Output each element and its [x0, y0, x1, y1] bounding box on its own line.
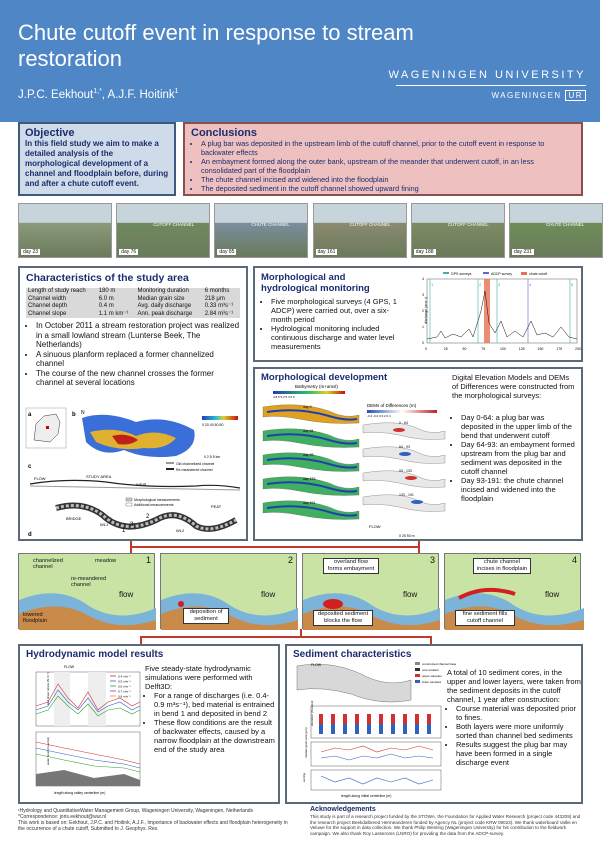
hydro-legend-label: 0.9 m³s⁻¹ — [118, 694, 131, 699]
stage-label: re-meandered channel — [71, 576, 107, 588]
map-c-old-channel — [30, 486, 240, 490]
author-2-affiliation: 1 — [174, 88, 179, 95]
x-tick-label: 175 — [556, 347, 563, 351]
stage-label: lowered floodplain — [23, 612, 47, 624]
sediment-intro: A total of 10 sediment cores, in the upper and lower layers, were taken from the sediment deposits in the cutoff channel, 1 year after construction: — [447, 668, 581, 704]
footnote: ¹Hydrology and QuantitativeWater Management Group, Wageningen University, Wageningen, Netherlands — [18, 808, 254, 814]
core-upper — [367, 714, 371, 724]
author-2: , A.J.F. Hoitink — [101, 88, 175, 101]
plot-area — [427, 279, 577, 343]
x-tick-label: 200 — [575, 347, 581, 351]
core-upper — [391, 714, 395, 724]
field-photo — [411, 203, 505, 258]
monitoring-bullet: • Hydrological monitoring included continuous discharge and water level measurements — [271, 324, 401, 351]
objective-text: In this field study we aim to make a detailed analysis of the morphological development of a channel and floodplain before, during and after a chute cutoff event. — [25, 139, 169, 188]
sediment-legend-swatch — [415, 680, 420, 683]
hydro-legend-label: 0.6 m³s⁻¹ — [118, 684, 131, 689]
dod-label: DEMs of Differences (m) — [367, 403, 417, 408]
core-lower — [427, 724, 431, 734]
legend-cutoff: chute cutoff — [529, 272, 548, 276]
characteristics-cell: Ann. peak discharge — [137, 310, 193, 317]
location-marker — [46, 426, 49, 429]
x-tick-label: 150 — [537, 347, 544, 351]
field-photo — [18, 203, 112, 258]
legend-gps-swatch — [443, 272, 449, 274]
photo-caption: day 188 — [415, 249, 434, 255]
stage-2 — [160, 553, 297, 629]
cutoff-map — [297, 664, 411, 702]
survey-label-2: 2 — [479, 282, 482, 287]
dod-colorbar — [367, 410, 437, 413]
core-upper — [331, 714, 335, 724]
conclusion-item: • An embayment formed along the outer bank, upstream of the meander that underwent cutoff, in an less consolidated part of the floodplain — [201, 157, 575, 175]
stage-flow: flow — [403, 590, 418, 599]
acknowledgements-title: Acknowledgements — [310, 806, 376, 813]
north-label: N — [81, 410, 85, 416]
level-ylabel: water level (m+amsl) — [46, 737, 50, 765]
monitoring-title: Morphological and hydrological monitoring — [261, 272, 370, 294]
legend-morph-swatch — [126, 498, 132, 501]
characteristics-cell: 6 months — [204, 288, 230, 294]
characteristics-cell: 218 μm — [204, 295, 225, 302]
stage-3 — [302, 553, 439, 629]
sediment-flow: FLOW — [311, 663, 322, 667]
discharge-chart — [411, 271, 579, 357]
logo-divider — [396, 85, 586, 86]
map-d-wl2: WL2 — [176, 528, 185, 533]
legend-old-channel: Old channelized channel — [176, 462, 215, 466]
legend-cutoff-swatch — [521, 272, 527, 275]
study-area-maps — [26, 408, 242, 540]
dod-label: 93 - 133 — [399, 469, 412, 473]
characteristics-cell: 6.0 m — [98, 295, 114, 302]
photo-annotation: CUTOFF CHANNEL — [153, 222, 195, 227]
core-lower — [379, 724, 383, 734]
core-upper — [343, 714, 347, 724]
hydro-list — [145, 691, 277, 754]
author-1-affiliation: 1,* — [93, 88, 102, 95]
legend-additional: Additional measurements — [134, 503, 174, 507]
stage-label: channelized channel — [33, 558, 63, 570]
survey-label-4: 4 — [529, 282, 532, 287]
core-upper — [427, 714, 431, 724]
bend-band — [54, 672, 70, 726]
map-d-peat: PEAT — [211, 504, 222, 509]
map-c-flow: FLOW — [34, 476, 46, 481]
characteristics-panel — [18, 266, 248, 541]
core-lower — [343, 724, 347, 734]
sediment-item: • Both layers were more uniformly sorted than channel bed sediments — [456, 722, 581, 740]
x-tick-label: 75 — [481, 347, 486, 351]
bend-band — [88, 672, 106, 726]
sed-ylabel-1: elevation (m+amsl) — [310, 700, 314, 726]
grainsize-plot — [311, 742, 441, 766]
legend-adcp-swatch — [483, 272, 489, 274]
sed-ylabel-3: sorting — [302, 772, 306, 782]
legend-adcp: ADCP survey — [491, 272, 512, 276]
bathy-ticks: 4.8 5 5.2 5.4 5.6 — [273, 395, 295, 399]
hydro-panel — [18, 644, 280, 804]
photo-annotation: CHUTE CHANNEL — [546, 222, 585, 227]
characteristics-row — [26, 296, 240, 304]
field-photo — [214, 203, 308, 258]
stage-number: 1 — [145, 555, 151, 565]
monitoring-bullets — [261, 297, 401, 351]
photo-caption: day 231 — [514, 249, 532, 255]
core-lower — [415, 724, 419, 734]
hydro-legend-label: 0.5 m³s⁻¹ — [118, 679, 131, 684]
conclusions-list — [191, 139, 575, 193]
bend-label-3: 3 — [130, 522, 134, 528]
sediment-text — [447, 668, 581, 767]
characteristics-bullet: • A sinuous planform replaced a former channelized channel — [36, 350, 240, 369]
stage-1 — [18, 553, 155, 629]
hydro-legend-label: 0.4 m³s⁻¹ — [118, 674, 131, 679]
map-d-wl1: WL1 — [100, 522, 109, 527]
y-tick-label: 4 — [422, 277, 424, 281]
stage-flow: flow — [545, 590, 560, 599]
hydro-text — [145, 664, 277, 754]
stage-flow: flow — [119, 590, 134, 599]
dod-change — [405, 476, 417, 480]
stage-flow: flow — [261, 590, 276, 599]
x-tick-label: 50 — [462, 347, 467, 351]
sediment-legend-swatch — [415, 668, 420, 671]
sediment-title: Sediment characteristics — [293, 649, 412, 660]
connector — [130, 546, 420, 548]
core-lower — [319, 724, 323, 734]
core-lower — [331, 724, 335, 734]
morph-dev-intro: Digital Elevation Models and DEMs of Differences were constructed from the morphological surveys: — [452, 373, 575, 400]
monitoring-panel — [253, 266, 583, 362]
characteristics-bullet: • The course of the new channel crosses the former channel at several locations — [36, 369, 240, 388]
legend-add-swatch — [126, 503, 132, 506]
connector — [140, 636, 430, 638]
objective-title: Objective — [25, 127, 75, 139]
characteristics-row — [26, 303, 240, 311]
bathy-label: Bathymetry (m+amsl) — [295, 384, 338, 389]
author-list — [18, 88, 179, 101]
morph-dev-title: Morphological development — [261, 372, 388, 383]
field-photo — [313, 203, 407, 258]
core-lower — [403, 724, 407, 734]
photo-caption: day 76 — [121, 249, 137, 255]
characteristics-cell: Channel width — [28, 295, 67, 302]
dem-scale: 0 25 50 m — [399, 534, 415, 538]
photo-caption: day 85 — [219, 249, 235, 255]
dem-dod-strips — [363, 421, 445, 512]
discharge-ylabel: discharge (m³s⁻¹) — [424, 296, 428, 324]
legend-new-channel: Re-meandered channel — [176, 468, 213, 472]
dod-change — [393, 428, 405, 432]
conclusions-title: Conclusions — [191, 127, 258, 139]
dem-maps — [259, 383, 449, 539]
hydro-flow: FLOW — [64, 665, 75, 669]
legend-new-swatch — [166, 468, 174, 470]
map-c-study-area: STUDY AREA — [86, 474, 112, 479]
bend-label-1: 1 — [122, 528, 126, 534]
hydro-charts — [24, 662, 142, 800]
monitoring-bullet: • Five morphological surveys (4 GPS, 1 ADCP) were carried out, over a six-month period — [271, 297, 401, 324]
core-lower — [367, 724, 371, 734]
dem-flow: FLOW — [369, 524, 381, 529]
dem-day-label: day 0 — [303, 405, 312, 409]
dod-change — [411, 500, 423, 504]
sediment-item: • Results suggest the plug bar may have been formed in a single discharge event — [456, 740, 581, 767]
stage-label: fine sediment fills cutoff channel — [455, 610, 515, 626]
footnote: *Correspondence: joris.eekhout@wur.nl — [18, 814, 107, 820]
conclusion-item: • A plug bar was deposited in the upstream limb of the cutoff channel, prior to the cutoff event in response to backwater effects — [201, 139, 575, 157]
shear-ylabel: bed shear stress (N m⁻²) — [46, 671, 50, 705]
survey-label-1: 1 — [431, 282, 434, 287]
x-tick-label: 100 — [500, 347, 506, 351]
acknowledgements-text: This study is part of a research project funded by the STOWA, the Foundation for Applied Water Research (project code 443209) and the research project Beekdalbreed Hermeanderen funded by Agency NL (project code KRW 09023). We thank waterboard Vallei en Veluwe for the support in data collection. We thank Philip Wenting (Wageningen University) for his contribution to the fieldwork campaign. We also thank Roy Lasseroms (LNRO) for providing the data from the ADCP-survey. — [310, 814, 581, 836]
characteristics-cell: 0.4 m — [98, 303, 114, 309]
stage-4 — [444, 553, 581, 629]
conclusion-item: • The chute channel incised and widened into the floodplain — [201, 175, 575, 184]
y-tick-label: 1 — [422, 325, 424, 329]
footnote: This work is based on: Eekhout, J.P.C. and Hoitink, A.J.F., Importance of backwater effects and floodplain heterogeneity in the occurrence of a chute cutoff, Submitted to J. Geophys. Res. — [18, 820, 288, 832]
photo-caption: day 161 — [317, 249, 336, 255]
sediment-legend-label: lower samples — [422, 680, 442, 684]
dod-ticks: -0.4 -0.2 0 0.2 0.4 — [367, 414, 391, 418]
bend-label-2: 2 — [146, 514, 150, 520]
core-upper — [379, 714, 383, 724]
dod-label: 64 - 93 — [399, 445, 410, 449]
survey-label-3: 3 — [498, 282, 501, 287]
dem-day-strips — [263, 405, 359, 520]
poster-title: Chute cutoff event in response to stream restoration — [18, 20, 414, 71]
characteristics-cell: Monitoring duration — [137, 288, 189, 294]
morph-dev-item: • Day 0-64: a plug bar was deposited in the upper limb of the bend that underwent cutoff — [461, 413, 577, 440]
characteristics-cell: Channel slope — [28, 310, 67, 317]
core-upper — [355, 714, 359, 724]
stage-label: deposition of sediment — [183, 608, 229, 624]
legend-old-swatch — [166, 462, 174, 464]
stage-label: overland flow forms embayment — [323, 558, 379, 574]
map-b-label: b — [72, 412, 76, 418]
characteristics-row — [26, 311, 240, 319]
core-lower — [355, 724, 359, 734]
stage-number: 4 — [571, 555, 577, 565]
stage-2-deposit — [178, 601, 184, 607]
cutoff-period — [484, 279, 490, 343]
field-photo — [116, 203, 210, 258]
conclusion-item: • The deposited sediment in the cutoff channel showed upward fining — [201, 184, 575, 193]
legend-gps: GPS surveys — [451, 272, 472, 276]
dod-label: 0 - 64 — [399, 421, 408, 425]
x-tick-label: 125 — [518, 347, 525, 351]
stage-label: chute channel incises in floodplain — [473, 558, 531, 574]
core-upper — [319, 714, 323, 724]
sediment-item: • Course material was deposited prior to fines. — [456, 704, 581, 722]
dod-label: 133 - 191 — [399, 493, 414, 497]
photo-annotation: CUTOFF CHANNEL — [349, 222, 391, 227]
stage-label: meadow — [95, 558, 117, 564]
sediment-xlabel: length along initial centerline (m) — [341, 794, 392, 798]
characteristics-cell: 1.1 m km⁻¹ — [98, 310, 129, 317]
sediment-legend-swatch — [415, 662, 420, 665]
photo-annotation: CUTOFF CHANNEL — [447, 222, 489, 227]
legend-morph: Morphological measurements — [134, 498, 180, 502]
sediment-list — [447, 704, 581, 767]
characteristics-table — [26, 288, 240, 318]
x-tick-label: 0 — [425, 347, 427, 351]
sediment-panel — [285, 644, 583, 804]
photo-annotation: CHUTE CHANNEL — [251, 222, 290, 227]
stage-number: 3 — [429, 555, 435, 565]
sediment-legend-label: constructed channel base — [422, 662, 457, 666]
photo-caption: day 23 — [23, 249, 39, 255]
elevation-colorbar — [202, 416, 238, 420]
cutoff-stages — [18, 553, 583, 629]
hydro-legend-label: 0.7 m³s⁻¹ — [118, 689, 131, 694]
morph-dev-item: • Day 93-191: the chute channel incised and widened into the floodplain — [461, 476, 577, 503]
footnotes — [18, 808, 288, 832]
hydro-intro: Five steady-state hydrodynamic simulations were performed with Delft3D: — [145, 664, 253, 691]
map-b-scale: 0 2.5 5 km — [204, 455, 221, 459]
dod-change — [399, 452, 411, 456]
survey-label-5: 5 — [571, 282, 574, 287]
sediment-charts — [291, 660, 457, 800]
elevation-plot — [311, 706, 441, 738]
characteristics-row — [26, 288, 240, 296]
connector — [430, 636, 432, 644]
y-tick-label: 0 — [422, 341, 424, 345]
conclusions-panel — [183, 122, 583, 196]
characteristics-bullet: • In October 2011 a stream restoration project was realized in a small lowland stream (Lunterse Beek, The Netherlands) — [36, 321, 240, 350]
x-tick-label: 25 — [443, 347, 448, 351]
hydro-item: • These flow conditions are the result of backwater effects, caused by a narrow floodplain at the downstream end of the study area — [154, 718, 277, 754]
field-photo — [509, 203, 603, 258]
bathy-colorbar — [273, 391, 345, 394]
characteristics-cell: Length of study reach — [28, 288, 86, 294]
core-lower — [391, 724, 395, 734]
stage-2-sketch — [161, 554, 298, 630]
map-c-label: c — [28, 464, 32, 470]
characteristics-cell: Median grain size — [137, 295, 185, 302]
dem-day-label: day 191 — [303, 501, 316, 505]
institution-logo-sub — [491, 90, 586, 101]
logo-sub-text: WAGENINGEN — [491, 91, 562, 100]
characteristics-cell: Channel depth — [28, 303, 68, 309]
stage-3-deposit — [323, 599, 343, 609]
author-1: J.P.C. Eekhout — [18, 88, 94, 101]
stage-label: deposited sediment blocks the flow — [313, 610, 373, 626]
morph-dev-panel — [253, 367, 583, 541]
map-a-label: a — [28, 412, 32, 418]
sediment-legend-label: core location — [422, 668, 440, 672]
x-ticks — [425, 347, 581, 351]
logo-ur-box: UR — [565, 90, 586, 101]
dod-strip — [363, 423, 445, 440]
sed-ylabel-2: median grain size (μm) — [304, 727, 308, 758]
characteristics-bullets — [26, 321, 240, 388]
objective-panel — [18, 122, 176, 196]
morph-dev-item: • Day 64-93: an embayment formed upstream from the plug bar and sediment was deposited in the cutoff channel — [461, 440, 577, 476]
core-upper — [403, 714, 407, 724]
morph-dev-list — [452, 413, 577, 503]
dem-day-label: day 93 — [303, 453, 314, 457]
dem-day-label: day 64 — [303, 429, 314, 433]
hydro-xlabel: length along valley centerline (m) — [54, 791, 106, 795]
stage-number: 2 — [287, 555, 293, 565]
map-d-bridge: BRIDGE — [66, 516, 82, 521]
dem-day-label: day 133 — [303, 477, 316, 481]
characteristics-title: Characteristics of the study area — [26, 272, 189, 284]
connector — [140, 636, 142, 644]
characteristics-cell: Avg. daily discharge — [137, 303, 192, 309]
map-d-label: d — [28, 532, 32, 538]
y-tick-label: 3 — [422, 293, 424, 297]
hydro-title: Hydrodynamic model results — [26, 649, 164, 660]
core-upper — [415, 714, 419, 724]
dod-strip — [363, 471, 445, 488]
institution-logo-text: WAGENINGEN UNIVERSITY — [388, 69, 586, 81]
characteristics-cell: 180 m — [98, 288, 116, 294]
colorbar-ticks: 0 20 40 60 80 — [202, 423, 224, 427]
sediment-legend-swatch — [415, 674, 420, 677]
characteristics-cell: 0.33 m³s⁻¹ — [204, 303, 234, 309]
sediment-legend-label: upper samples — [422, 674, 442, 678]
y-tick-label: 2 — [422, 309, 424, 313]
characteristics-cell: 2.84 m³s⁻¹ — [204, 310, 234, 317]
hydro-item: • For a range of discharges (i.e. 0.4-0.9 m³s⁻¹), bed material is entrained in bend 1 and deposited in bend 2 — [154, 691, 277, 718]
dod-strip — [363, 495, 445, 512]
map-c-weir: WEIR — [136, 482, 147, 487]
